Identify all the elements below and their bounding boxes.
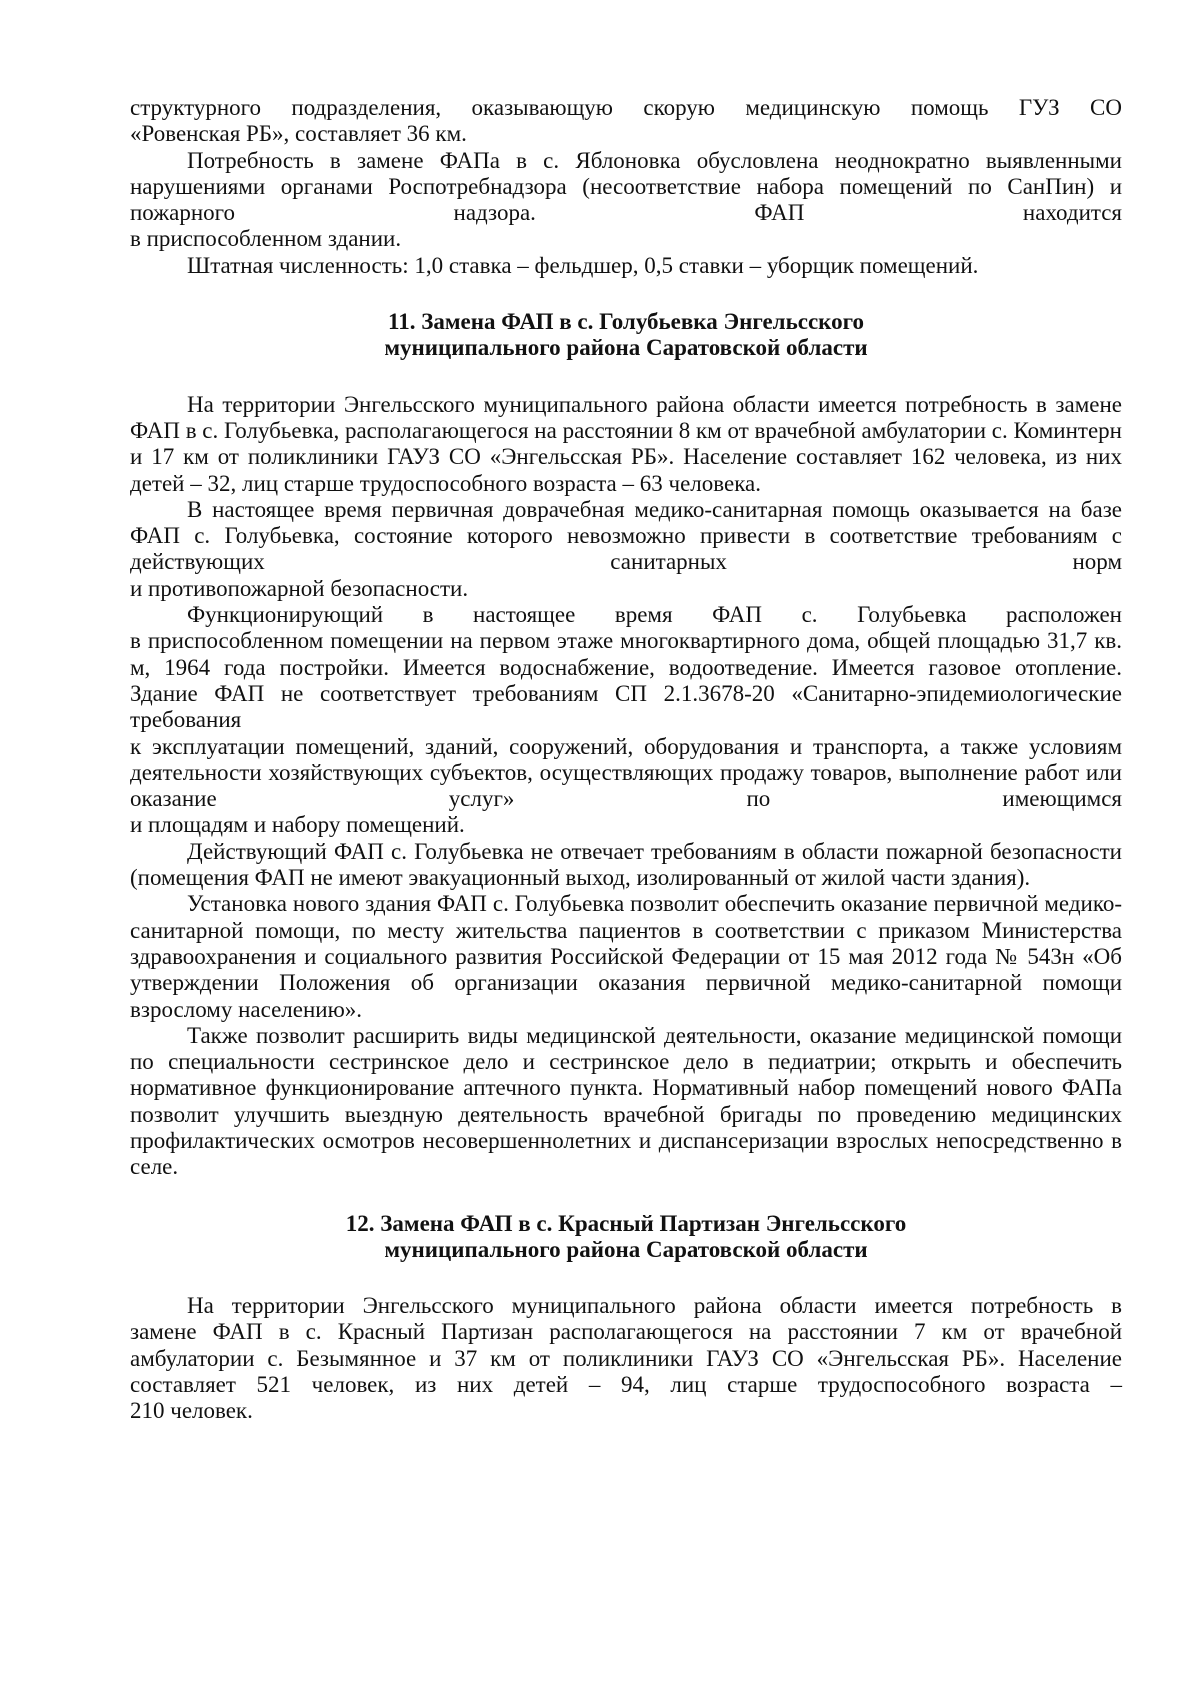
section-11-paragraph-5: Установка нового здания ФАП с. Голубьевка позволит обеспечить оказание первичной медико-санитарной помощи, по месту жительства пациентов в соответствии с приказом Министерства здравоохранения и социального развития Российской Федерации от 15 мая 2012 года № 543н «Об утверждении Положения об организации оказания первичной медико-санитарной помощи взрослому населению». (130, 891, 1122, 1022)
section-11-heading (130, 309, 1122, 362)
intro-paragraph-3: Штатная численность: 1,0 ставка – фельдшер, 0,5 ставки – уборщик помещений. (187, 252, 979, 278)
intro-paragraph-1-end: «Ровенская РБ», составляет 36 км. (130, 121, 467, 147)
section-11-paragraph-3-line-1: Функционирующий в настоящее время ФАП с. Голубьевка расположен (187, 602, 1122, 628)
section-11-paragraph-6: Также позволит расширить виды медицинской деятельности, оказание медицинской помощи по специальности сестринское дело и сестринское дело в педиатрии; открыть и обеспечить нормативное функционирование аптечного пункта. Нормативный набор помещений нового ФАПа позволит улучшить выездную деятельность врачебной бригады по проведению медицинских профилактических осмотров несовершеннолетних и диспансеризации взрослых непосредственно в селе. (130, 1022, 1122, 1180)
intro-paragraph-2: Потребность в замене ФАПа в с. Яблоновка обусловлена неоднократно выявленными нарушениями органами Роспотребнадзора (несоответствие набора помещений по СанПин) и пожарного надзора. ФАП находится (130, 147, 1122, 226)
intro-paragraph-2-end: в приспособленном здании. (130, 226, 402, 252)
section-11-heading-line-2: муниципального района Саратовской области (384, 335, 868, 361)
section-11-paragraph-1: На территории Энгельсского муниципального района области имеется потребность в замене ФАП в с. Голубьевка, располагающегося на расстоянии 8 км от врачебной амбулатории с. Коминтерн и 17 км от поликлиники ГАУЗ СО «Энгельсская РБ». Население составляет 162 человека, из них детей – 32, лиц старше трудоспособного возраста – 63 человека. (130, 391, 1122, 496)
section-11-paragraph-3-end: и площадям и набору помещений. (130, 812, 465, 838)
section-11-paragraph-4: Действующий ФАП с. Голубьевка не отвечает требованиям в области пожарной безопасности (помещения ФАП не имеют эвакуационный выход, изолированный от жилой части здания). (130, 838, 1122, 891)
section-11-heading-line-1: 11. Замена ФАП в с. Голубьевка Энгельсского (388, 309, 864, 335)
section-11-paragraph-3-part-1: в приспособленном помещении на первом этаже многоквартирного дома, общей площадью 31,7 кв. м, 1964 года постройки. Имеется водоснабжение, водоотведение. Имеется газовое отопление. Здание ФАП не соответствует требованиям СП 2.1.3678-20 «Санитарно-эпидемиологические требования (130, 628, 1122, 733)
section-11-paragraph-3-part-2: к эксплуатации помещений, зданий, сооружений, оборудования и транспорта, а также условиям деятельности хозяйствующих субъектов, осуществляющих продажу товаров, выполнение работ или оказание услуг» по имеющимся (130, 733, 1122, 812)
section-12-paragraph-1-end: 210 человек. (130, 1398, 253, 1424)
section-12-paragraph-1-line-1: На территории Энгельсского муниципального района области имеется потребность в (187, 1293, 1122, 1319)
section-11-paragraph-2: В настоящее время первичная доврачебная медико-санитарная помощь оказывается на базе ФАП с. Голубьевка, состояние которого невозможно привести в соответствие требованиям с действующих санитарных норм (130, 496, 1122, 575)
section-12-heading-line-2: муниципального района Саратовской области (384, 1236, 868, 1262)
section-12-paragraph-1: замене ФАП в с. Красный Партизан располагающегося на расстоянии 7 км от врачебной амбулатории с. Безымянное и 37 км от поликлиники ГАУЗ СО «Энгельсская РБ». Население составляет 521 человек, из них детей – 94, лиц старше трудоспособного возраста – (130, 1319, 1122, 1398)
intro-section (130, 95, 1122, 279)
section-12-heading (130, 1211, 1122, 1264)
section-11-paragraph-2-end: и противопожарной безопасности. (130, 575, 469, 601)
section-11-body (130, 392, 1122, 1181)
intro-paragraph-1-line: структурного подразделения, оказывающую скорую медицинскую помощь ГУЗ СО (130, 95, 1122, 120)
section-12-heading-line-1: 12. Замена ФАП в с. Красный Партизан Энгельсского (345, 1210, 907, 1236)
section-12-body (130, 1293, 1122, 1424)
